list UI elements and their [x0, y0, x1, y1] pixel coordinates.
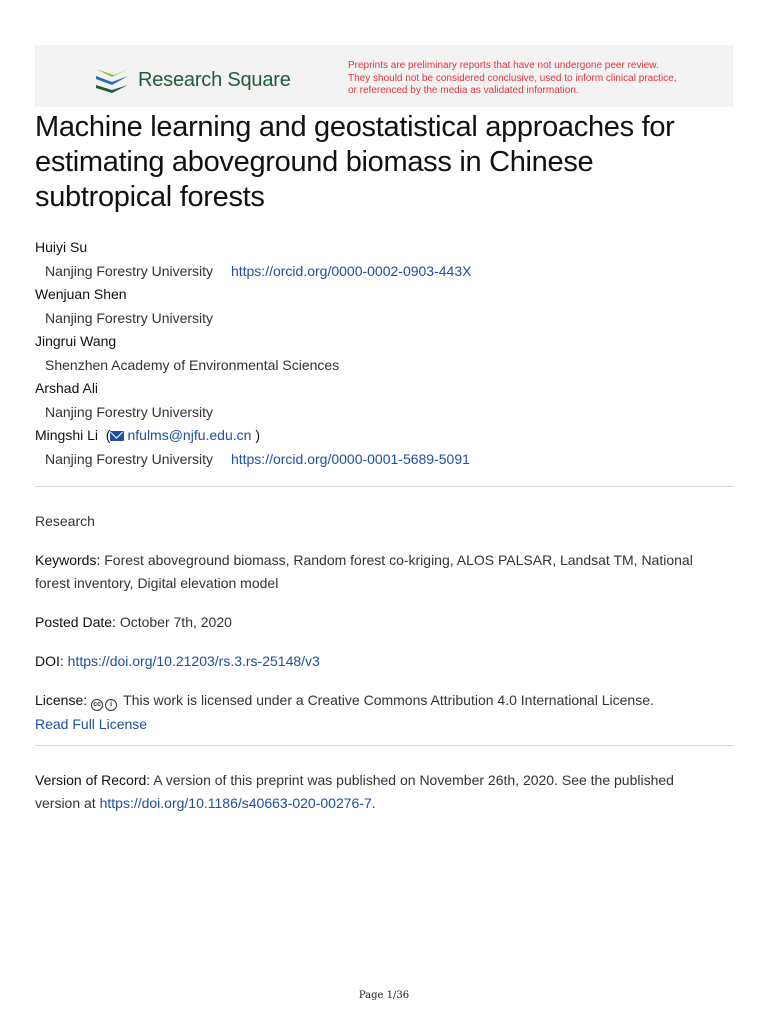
notice-line: They should not be considered conclusive, used to inform clinical practice,	[348, 72, 677, 84]
affiliation: Shenzhen Academy of Environmental Sciences	[45, 357, 340, 373]
version-of-record-section	[35, 769, 735, 815]
published-version-link[interactable]: https://doi.org/10.1186/s40663-020-00276-7	[99, 795, 372, 811]
by-attribution-icon: i	[105, 699, 117, 711]
page-number: Page 1/36	[358, 990, 410, 1001]
title-line: estimating aboveground biomass in Chinese	[35, 146, 594, 178]
envelope-icon	[110, 431, 124, 441]
author-name: Arshad Ali	[35, 380, 99, 396]
version-of-record-suffix: .	[371, 795, 376, 811]
author-name: Jingrui Wang	[35, 333, 117, 349]
research-square-logo-icon	[94, 65, 130, 95]
author-name: Wenjuan Shen	[35, 286, 127, 302]
author-list	[35, 236, 735, 471]
read-full-license-link[interactable]: Read Full License	[35, 716, 148, 732]
doi-section	[35, 650, 735, 673]
close-paren: )	[251, 427, 260, 443]
notice-line: or referenced by the media as validated information.	[348, 85, 579, 96]
version-of-record-line1: A version of this preprint was published on November 26th, 2020. See the published	[153, 772, 674, 788]
posted-date-value: October 7th, 2020	[119, 614, 232, 630]
author-affiliation-row	[35, 259, 735, 283]
author-affiliation-row	[35, 400, 735, 424]
logo-text: Research Square	[138, 68, 291, 91]
cc-license-icons	[91, 690, 119, 713]
article-type: Research	[35, 513, 95, 529]
author-affiliation-row	[35, 353, 735, 377]
author-affiliation-row	[35, 447, 735, 471]
license-label: License:	[35, 692, 88, 708]
doi-link[interactable]: https://doi.org/10.21203/rs.3.rs-25148/v3	[67, 653, 320, 669]
posted-date-section	[35, 611, 735, 634]
paper-title	[35, 110, 735, 215]
notice-line: Preprints are preliminary reports that have not undergone peer review.	[348, 60, 659, 71]
divider	[35, 486, 734, 487]
research-square-logo[interactable]	[94, 64, 291, 96]
keywords-section	[35, 549, 735, 595]
cc-icon: cc	[91, 699, 103, 711]
author-name: Mingshi Li	[35, 427, 99, 443]
orcid-link[interactable]: https://orcid.org/0000-0002-0903-443X	[230, 263, 472, 279]
email-link[interactable]: nfulms@njfu.edu.cn	[127, 427, 252, 443]
title-line: Machine learning and geostatistical approaches for	[35, 111, 675, 143]
affiliation: Nanjing Forestry University	[45, 451, 214, 467]
affiliation: Nanjing Forestry University	[45, 310, 214, 326]
author-affiliation-row	[35, 306, 735, 330]
divider	[35, 745, 734, 746]
license-section	[35, 689, 735, 736]
version-of-record-prefix: version at	[35, 795, 96, 811]
posted-date-label: Posted Date:	[35, 614, 116, 630]
open-paren: (	[101, 427, 111, 443]
license-text: This work is licensed under a Creative Commons Attribution 4.0 International License.	[123, 692, 654, 708]
author-name-row	[35, 424, 735, 447]
affiliation: Nanjing Forestry University	[45, 263, 214, 279]
doi-label: DOI:	[35, 653, 64, 669]
affiliation: Nanjing Forestry University	[45, 404, 214, 420]
keywords-line2: forest inventory, Digital elevation model	[35, 575, 279, 591]
author-name: Huiyi Su	[35, 239, 88, 255]
orcid-link[interactable]: https://orcid.org/0000-0001-5689-5091	[230, 451, 470, 467]
keywords-line1: Forest aboveground biomass, Random forest co-kriging, ALOS PALSAR, Landsat TM, National	[104, 552, 693, 568]
version-of-record-label: Version of Record:	[35, 772, 151, 788]
preprint-notice	[348, 60, 728, 98]
title-line: subtropical forests	[35, 181, 265, 213]
keywords-label: Keywords:	[35, 552, 101, 568]
